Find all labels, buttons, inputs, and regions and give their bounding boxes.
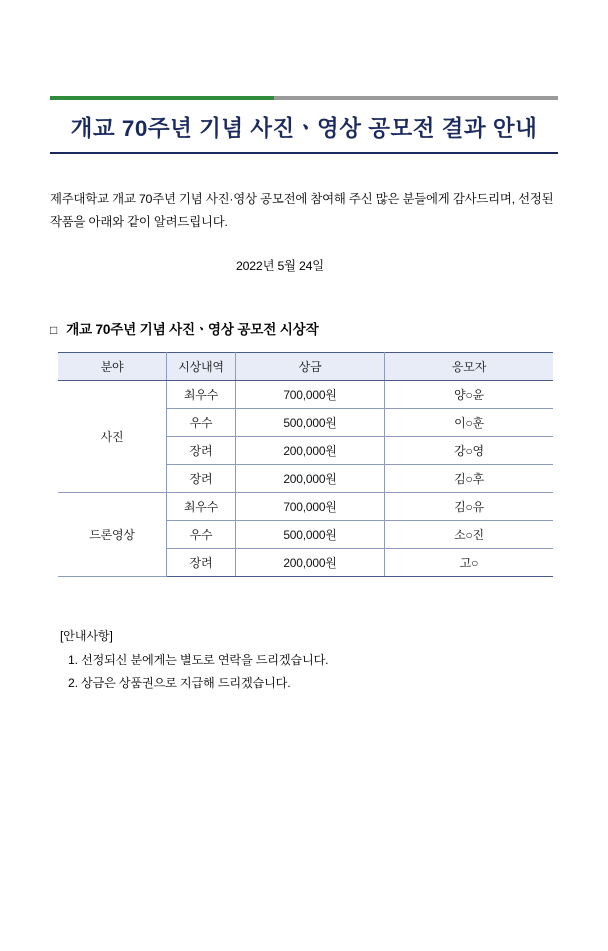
results-table-head bbox=[58, 352, 553, 380]
intro-paragraph: 제주대학교 개교 70주년 기념 사진·영상 공모전에 참여해 주신 많은 분들에게 감사드리며, 선정된 작품을 아래와 같이 알려드립니다. bbox=[50, 192, 554, 229]
title-rule-gray-segment bbox=[274, 96, 558, 100]
column-header-applicant: 응모자 bbox=[385, 352, 554, 380]
cell-applicant: 김○후 bbox=[385, 464, 554, 492]
results-table bbox=[58, 352, 553, 577]
cell-prize: 200,000원 bbox=[236, 436, 385, 464]
table-row bbox=[58, 380, 553, 408]
cell-award: 최우수 bbox=[167, 380, 236, 408]
cell-award: 최우수 bbox=[167, 492, 236, 520]
cell-field: 드론영상 bbox=[58, 492, 167, 576]
notes-title: [안내사항] bbox=[60, 628, 113, 643]
cell-applicant: 양○윤 bbox=[385, 380, 554, 408]
results-table-wrapper bbox=[50, 352, 558, 577]
section-marker-icon: □ bbox=[50, 322, 58, 337]
cell-award: 장려 bbox=[167, 548, 236, 576]
document-page bbox=[0, 96, 608, 951]
cell-award: 장려 bbox=[167, 464, 236, 492]
cell-award: 우수 bbox=[167, 408, 236, 436]
cell-prize: 700,000원 bbox=[236, 492, 385, 520]
cell-applicant: 소○진 bbox=[385, 520, 554, 548]
results-table-body bbox=[58, 380, 553, 576]
table-row bbox=[58, 492, 553, 520]
cell-prize: 500,000원 bbox=[236, 408, 385, 436]
cell-applicant: 김○유 bbox=[385, 492, 554, 520]
cell-prize: 200,000원 bbox=[236, 548, 385, 576]
note-item-2: 2. 상금은 상품권으로 지급해 드리겠습니다. bbox=[68, 676, 291, 691]
document-date: 2022년 5월 24일 bbox=[236, 258, 324, 273]
cell-applicant: 고○ bbox=[385, 548, 554, 576]
cell-award: 우수 bbox=[167, 520, 236, 548]
page-title: 개교 70주년 기념 사진ㆍ영상 공모전 결과 안내 bbox=[70, 116, 538, 141]
title-rule-green-segment bbox=[50, 96, 274, 100]
title-block bbox=[50, 96, 558, 154]
title-top-rule bbox=[50, 96, 558, 100]
note-item-1: 1. 선정되신 분에게는 별도로 연락을 드리겠습니다. bbox=[68, 652, 329, 667]
column-header-prize: 상금 bbox=[236, 352, 385, 380]
column-header-field: 분야 bbox=[58, 352, 167, 380]
cell-award: 장려 bbox=[167, 436, 236, 464]
cell-field: 사진 bbox=[58, 380, 167, 492]
table-header-row bbox=[58, 352, 553, 380]
notes-section bbox=[50, 625, 558, 696]
section-heading-label: 개교 70주년 기념 사진ㆍ영상 공모전 시상작 bbox=[66, 321, 319, 337]
cell-applicant: 이○훈 bbox=[385, 408, 554, 436]
cell-prize: 700,000원 bbox=[236, 380, 385, 408]
cell-prize: 200,000원 bbox=[236, 464, 385, 492]
cell-applicant: 강○영 bbox=[385, 436, 554, 464]
column-header-award: 시상내역 bbox=[167, 352, 236, 380]
title-bottom-rule bbox=[50, 152, 558, 154]
section-heading bbox=[50, 318, 558, 338]
cell-prize: 500,000원 bbox=[236, 520, 385, 548]
